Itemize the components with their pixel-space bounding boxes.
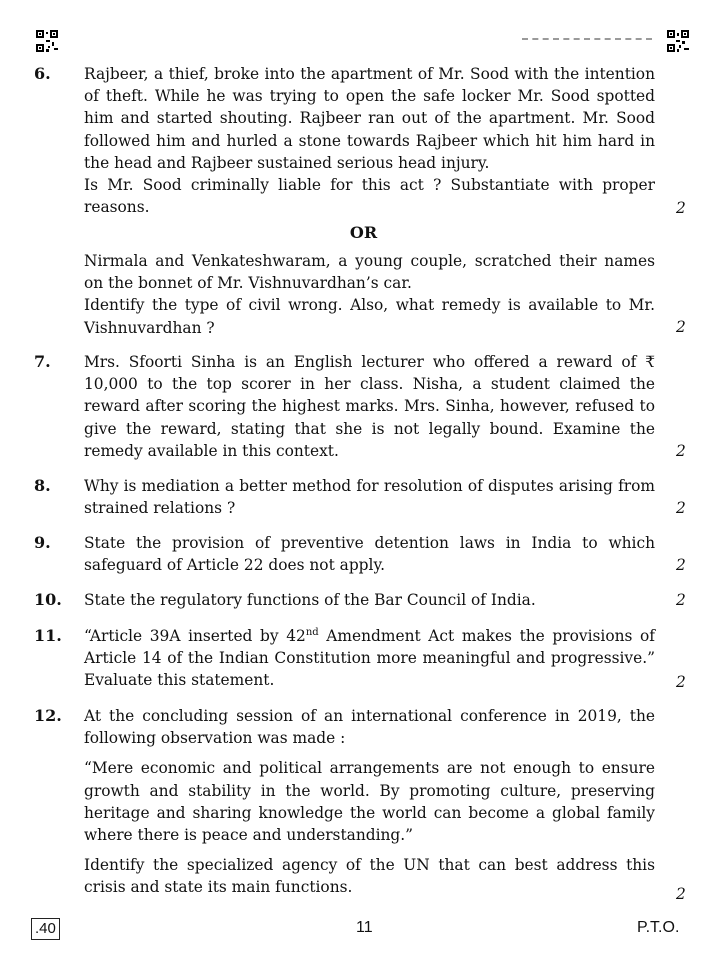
- or-separator: OR: [349, 223, 378, 242]
- question-paragraph: State the provision of preventive detention laws in India to which safeguard of Article 22 does not apply.: [84, 534, 655, 575]
- question-paragraph: At the concluding session of an international conference in 2019, the following observation was made :: [84, 707, 655, 748]
- question-number: 12.: [34, 706, 62, 725]
- question-paragraph: Why is mediation a better method for resolution of disputes arising from strained relations ?: [84, 477, 655, 518]
- quote-text: Amendment Act makes the provisions of Article 14 of the Indian Constitution more meaningful and progressive.” Evaluate this statement.: [84, 627, 655, 690]
- question-text: [84, 625, 655, 692]
- question-text: [84, 532, 655, 576]
- page-number: 11: [356, 919, 373, 936]
- marks-label: 2: [676, 556, 686, 574]
- question-text: [84, 705, 655, 899]
- question-text: [84, 589, 655, 611]
- question-number: 9.: [34, 533, 51, 552]
- marks-label: 2: [676, 318, 686, 336]
- question-number: 11.: [34, 626, 62, 645]
- ordinal-suffix: nd: [305, 626, 319, 638]
- marks-label: 2: [676, 199, 686, 217]
- question-paragraph: Mrs. Sfoorti Sinha is an English lecturer who offered a reward of ₹ 10,000 to the top scorer in her class. Nisha, a student claimed the reward after scoring the highest marks. Mrs. Sinha, however, refused to give the reward, stating that she is not legally bound. Examine the remedy available in this context.: [84, 353, 655, 460]
- marks-label: 2: [676, 499, 686, 517]
- marks-label: 2: [676, 885, 686, 903]
- question-paragraph: Nirmala and Venkateshwaram, a young couple, scratched their names on the bonnet of Mr. Vishnuvardhan’s car.: [84, 252, 655, 293]
- question-number: 10.: [34, 590, 62, 609]
- quoted-observation: “Mere economic and political arrangements are not enough to ensure growth and stability in the world. By promoting culture, preserving heritage and sharing knowledge the world can become a global family where there is peace and understanding.”: [84, 759, 655, 845]
- qr-code-icon: [667, 30, 689, 52]
- quote-text: “Article 39A inserted by 42: [84, 627, 306, 645]
- question-text: [84, 63, 655, 218]
- question-text: [84, 475, 655, 519]
- question-paragraph: Rajbeer, a thief, broke into the apartment of Mr. Sood with the intention of theft. While he was trying to open the safe locker Mr. Sood spotted him and started shouting. Rajbeer ran out of the apartment. Mr. Sood followed him and hurled a stone towards Rajbeer which hit him hard in the head and Rajbeer sustained serious head injury.: [84, 65, 655, 172]
- qr-code-icon: [36, 30, 58, 52]
- question-text: [84, 250, 655, 339]
- paper-code: .40: [31, 918, 60, 940]
- marks-label: 2: [676, 591, 686, 609]
- question-paragraph: Identify the type of civil wrong. Also, what remedy is available to Mr. Vishnuvardhan ?: [84, 296, 655, 337]
- marks-label: 2: [676, 442, 686, 460]
- question-number: 7.: [34, 352, 51, 371]
- question-number: 8.: [34, 476, 51, 495]
- header-divider: [522, 38, 652, 40]
- question-text: [84, 351, 655, 462]
- marks-label: 2: [676, 673, 686, 691]
- question-paragraph: Identify the specialized agency of the UN that can best address this crisis and state its main functions.: [84, 856, 655, 897]
- question-paragraph: [84, 625, 655, 692]
- question-number: 6.: [34, 64, 51, 83]
- question-paragraph: Is Mr. Sood criminally liable for this act ? Substantiate with proper reasons.: [84, 176, 655, 217]
- pto-label: P.T.O.: [637, 919, 680, 936]
- question-paragraph: State the regulatory functions of the Bar Council of India.: [84, 591, 536, 609]
